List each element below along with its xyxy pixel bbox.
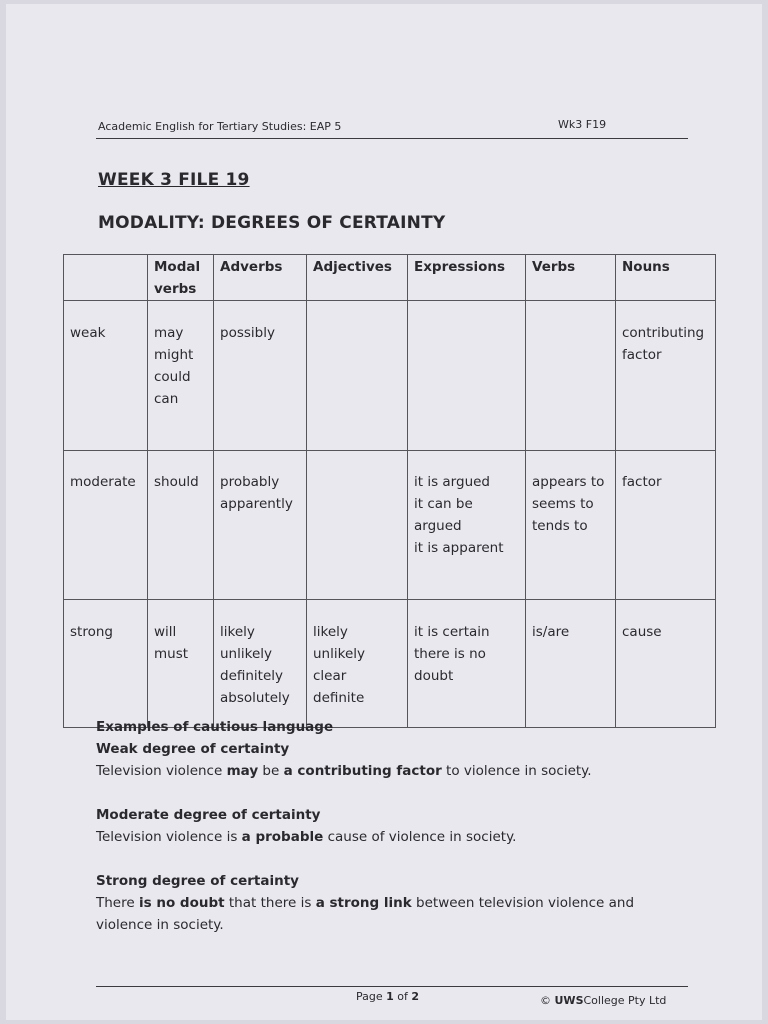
- column-header-adjectives: Adjectives: [307, 255, 408, 301]
- column-header-modal-verbs: Modal verbs: [148, 255, 214, 301]
- adverbs-cell: possibly: [214, 301, 307, 451]
- verbs-cell: [526, 301, 616, 451]
- weak-example: Television violence may be a contributing factor to violence in society.: [96, 763, 592, 779]
- modal-verbs-cell: may might could can: [148, 301, 214, 451]
- verbs-cell: appears to seems to tends to: [526, 451, 616, 600]
- column-header-nouns: Nouns: [616, 255, 716, 301]
- moderate-heading: Moderate degree of certainty: [96, 807, 321, 823]
- page-title: WEEK 3 FILE 19: [98, 170, 250, 190]
- verbs-cell: is/are: [526, 600, 616, 728]
- nouns-cell: cause: [616, 600, 716, 728]
- page-header: [96, 118, 688, 139]
- moderate-example: Television violence is a probable cause of violence in society.: [96, 829, 517, 845]
- examples-section: [96, 716, 696, 936]
- strong-heading: Strong degree of certainty: [96, 873, 299, 889]
- column-header-expressions: Expressions: [408, 255, 526, 301]
- expressions-cell: [408, 301, 526, 451]
- adjectives-cell: [307, 451, 408, 600]
- table-row: [64, 451, 716, 600]
- column-header-verbs: Verbs: [526, 255, 616, 301]
- page-subtitle: MODALITY: DEGREES OF CERTAINTY: [98, 213, 446, 233]
- table-header-row: [64, 255, 716, 301]
- course-title: Academic English for Tertiary Studies: EAP 5: [98, 120, 342, 133]
- page-number: Page 1 of 2: [356, 990, 420, 1003]
- modal-verbs-cell: should: [148, 451, 214, 600]
- adverbs-cell: likely unlikely definitely absolutely: [214, 600, 307, 728]
- modality-table: [63, 254, 716, 728]
- strong-example-continued: violence in society.: [96, 917, 224, 933]
- adjectives-cell: [307, 301, 408, 451]
- page-footer: [96, 986, 688, 1017]
- level-cell: strong: [64, 600, 148, 728]
- expressions-cell: it is certain there is no doubt: [408, 600, 526, 728]
- strong-example: There is no doubt that there is a strong link between television violence and: [96, 895, 635, 911]
- examples-heading: Examples of cautious language: [96, 719, 334, 735]
- table-row: [64, 600, 716, 728]
- file-code: Wk3 F19: [558, 118, 607, 131]
- modal-verbs-cell: will must: [148, 600, 214, 728]
- level-cell: weak: [64, 301, 148, 451]
- column-header-level: [64, 255, 148, 301]
- expressions-cell: it is argued it can be argued it is apparent: [408, 451, 526, 600]
- adjectives-cell: likely unlikely clear definite: [307, 600, 408, 728]
- nouns-cell: contributing factor: [616, 301, 716, 451]
- copyright: © UWSCollege Pty Ltd: [540, 994, 667, 1007]
- weak-heading: Weak degree of certainty: [96, 741, 290, 757]
- nouns-cell: factor: [616, 451, 716, 600]
- adverbs-cell: probably apparently: [214, 451, 307, 600]
- level-cell: moderate: [64, 451, 148, 600]
- table-row: [64, 301, 716, 451]
- column-header-adverbs: Adverbs: [214, 255, 307, 301]
